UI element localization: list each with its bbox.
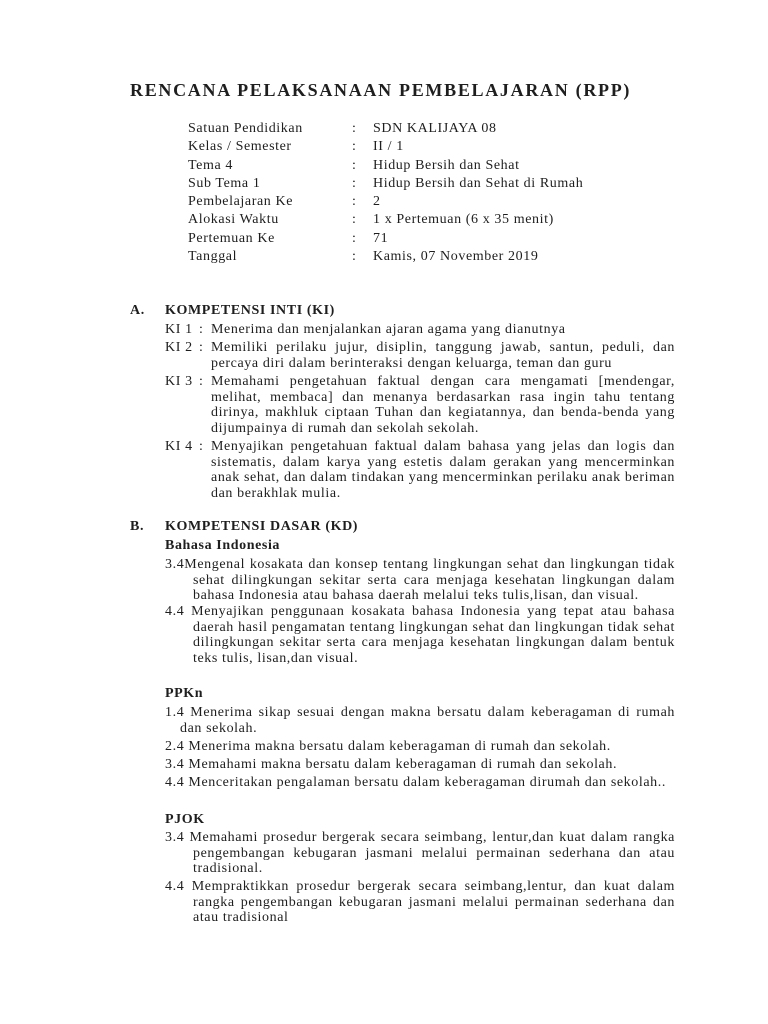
ki-separator: : bbox=[199, 439, 204, 455]
kd-item: 4.4 Mempraktikkan prosedur bergerak secara seimbang,lentur, dan kuat dalam rangka pengembangan kebugaran jasmani melalui permainan sederhana dan atau tradisional bbox=[165, 879, 675, 926]
info-separator: : bbox=[352, 121, 357, 136]
kd-item: 3.4 Memahami prosedur bergerak secara seimbang, lentur,dan kuat dalam rangka pengembangan kebugaran jasmani melalui permainan sederhana dan atau tradisional. bbox=[165, 829, 675, 877]
ki-text: Memahami pengetahuan faktual dengan cara mengamati [mendengar, melihat, membaca] dan menanya berdasarkan rasa ingin tahu tentang dirinya, makhluk ciptaan Tuhan dan kegiatannya, dan benda-benda yang dijumpainya di rumah dan sekolah sekolah. bbox=[211, 374, 675, 436]
ki-text: Menyajikan pengetahuan faktual dalam bahasa yang jelas dan logis dan sistematis, dalam karya yang estetis dalam gerakan yang mencerminkan anak sehat, dan dalam tindakan yang mencerminkan perilaku anak beriman dan berakhlak mulia. bbox=[211, 439, 675, 501]
ki-item bbox=[165, 340, 675, 371]
info-value: 71 bbox=[373, 230, 389, 246]
kd-list-pjok bbox=[165, 830, 675, 926]
subject-heading-ppkn: PPKn bbox=[165, 685, 204, 701]
info-label: Pembelajaran Ke bbox=[188, 194, 294, 210]
section-letter: A. bbox=[130, 302, 145, 318]
ki-label: KI 3 bbox=[165, 374, 193, 390]
ki-text: Menerima dan menjalankan ajaran agama yang dianutnya bbox=[211, 321, 566, 337]
subject-heading-bahasa-indonesia: Bahasa Indonesia bbox=[165, 537, 281, 553]
kd-list-bahasa-indonesia bbox=[165, 557, 675, 667]
kd-item: 4.4 Menceritakan pengalaman bersatu dalam keberagaman dirumah dan sekolah.. bbox=[165, 775, 666, 791]
info-separator: : bbox=[352, 139, 357, 155]
kd-item: 2.4 Menerima makna bersatu dalam keberagaman di rumah dan sekolah. bbox=[165, 738, 611, 754]
info-label: Tema 4 bbox=[188, 157, 233, 173]
info-separator: : bbox=[352, 249, 357, 265]
kompetensi-inti-list bbox=[165, 322, 675, 502]
ki-item bbox=[165, 374, 675, 436]
info-separator: : bbox=[352, 175, 357, 191]
info-separator: : bbox=[352, 212, 357, 228]
info-row-kelas-semester bbox=[188, 138, 768, 156]
section-a-heading bbox=[0, 303, 768, 319]
info-label: Alokasi Waktu bbox=[188, 212, 279, 228]
info-label: Kelas / Semester bbox=[188, 139, 292, 155]
ki-text: Memiliki perilaku jujur, disiplin, tanggung jawab, santun, peduli, dan percaya diri dalam berinteraksi dengan keluarga, teman dan guru bbox=[211, 340, 675, 371]
ki-label: KI 2 bbox=[165, 340, 193, 356]
kd-list-ppkn bbox=[165, 705, 675, 791]
kd-item: 4.4 Menyajikan penggunaan kosakata bahasa Indonesia yang tepat atau bahasa daerah hasil pengamatan tentang lingkungan sehat dan lingkungan tidak sehat dilingkungan sekitar serta cara menjaga kesehatan lingkungan dalam bentuk teks tulis, lisan,dan visual. bbox=[165, 604, 675, 667]
kd-item: 3.4 Memahami makna bersatu dalam keberagaman di rumah dan sekolah. bbox=[165, 757, 618, 772]
info-row-pembelajaran-ke bbox=[188, 193, 768, 211]
info-value: Hidup Bersih dan Sehat bbox=[373, 157, 520, 173]
subject-heading-pjok: PJOK bbox=[165, 811, 205, 827]
ki-separator: : bbox=[199, 374, 204, 390]
info-row-tema bbox=[188, 157, 768, 175]
kd-item: 3.4Mengenal kosakata dan konsep tentang lingkungan sehat dan lingkungan tidak sehat dilingkungan sekitar serta cara menjaga kesehatan lingkungan dalam bahasa Indonesia atau bahasa daerah melalui teks tulis,lisan, dan visual. bbox=[165, 556, 675, 604]
ki-separator: : bbox=[199, 340, 204, 356]
info-value: 1 x Pertemuan (6 x 35 menit) bbox=[373, 212, 554, 228]
section-b-heading bbox=[0, 519, 768, 535]
ki-item bbox=[165, 322, 675, 338]
info-row-tanggal bbox=[188, 248, 768, 266]
ki-label: KI 1 bbox=[165, 321, 193, 337]
ki-separator: : bbox=[199, 321, 204, 337]
kd-item: 1.4 Menerima sikap sesuai dengan makna bersatu dalam keberagaman di rumah dan sekolah. bbox=[165, 704, 675, 736]
info-value: 2 bbox=[373, 194, 381, 210]
section-title: KOMPETENSI DASAR (KD) bbox=[165, 518, 359, 534]
info-row-pertemuan-ke bbox=[188, 230, 768, 248]
info-row-satuan-pendidikan bbox=[188, 120, 768, 138]
section-letter: B. bbox=[130, 518, 145, 534]
info-separator: : bbox=[352, 230, 357, 246]
info-row-sub-tema bbox=[188, 175, 768, 193]
page-title: RENCANA PELAKSANAAN PEMBELAJARAN (RPP) bbox=[130, 80, 632, 100]
info-value: Kamis, 07 November 2019 bbox=[373, 249, 539, 265]
info-separator: : bbox=[352, 157, 357, 173]
info-row-alokasi-waktu bbox=[188, 211, 768, 229]
info-label: Pertemuan Ke bbox=[188, 230, 275, 246]
section-title: KOMPETENSI INTI (KI) bbox=[165, 302, 335, 318]
ki-label: KI 4 bbox=[165, 439, 193, 455]
info-value: II / 1 bbox=[373, 139, 404, 155]
info-label: Tanggal bbox=[188, 249, 238, 265]
identity-table bbox=[188, 120, 768, 266]
info-label: Sub Tema 1 bbox=[188, 175, 261, 191]
ki-item bbox=[165, 439, 675, 501]
info-label: Satuan Pendidikan bbox=[188, 121, 303, 136]
info-value: SDN KALIJAYA 08 bbox=[373, 121, 497, 136]
info-value: Hidup Bersih dan Sehat di Rumah bbox=[373, 175, 584, 191]
info-separator: : bbox=[352, 194, 357, 210]
